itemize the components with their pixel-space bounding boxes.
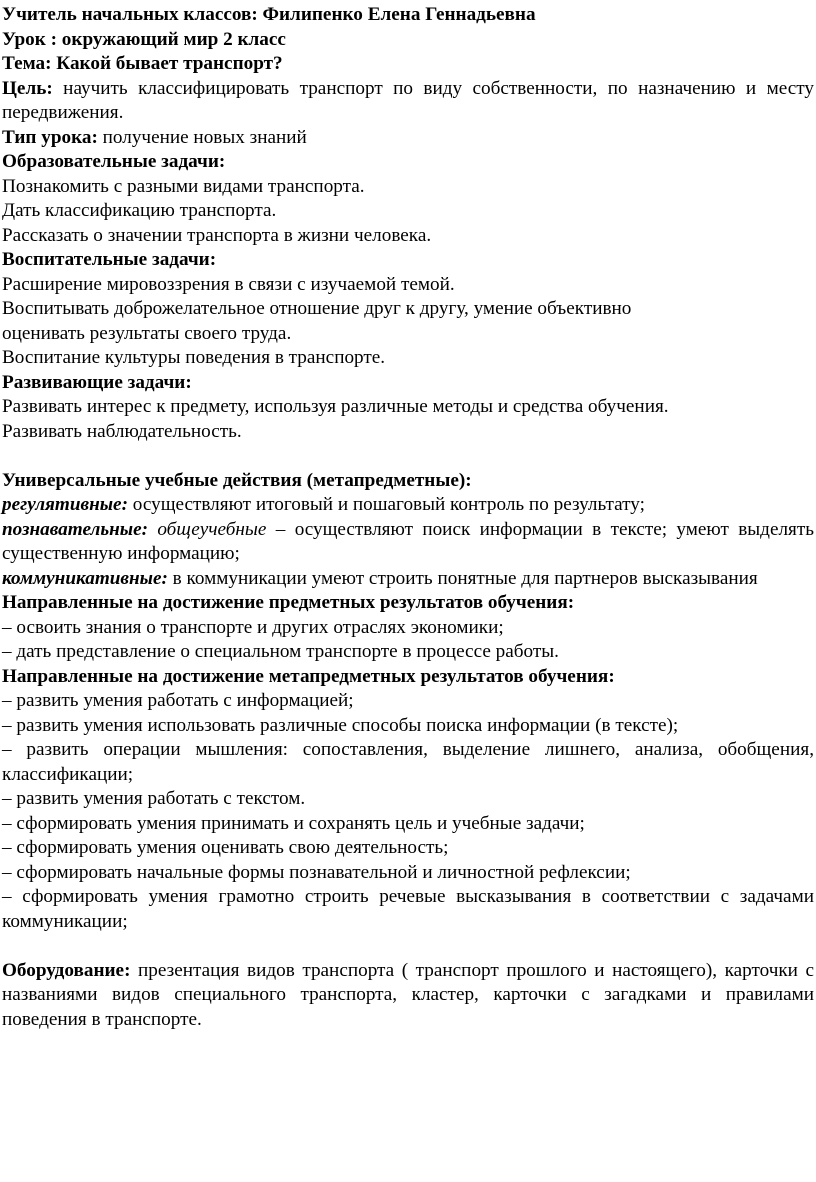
equipment-text: презентация видов транспорта ( транспорт прошлого и настоящего), карточки с названиями видов специального транспорта, кластер, карточки с загадками и правилами поведения в транспорте. xyxy=(2,959,814,1030)
cognitive-label: познавательные: xyxy=(2,518,148,540)
lesson-type-label: Тип урока: xyxy=(2,126,98,148)
topic-line: Тема: Какой бывает транспорт? xyxy=(2,53,283,74)
subject-results-heading: Направленные на достижение предметных результатов обучения: xyxy=(2,592,575,613)
developing-item: Развивать наблюдательность. xyxy=(2,420,242,442)
educational-item: Познакомить с разными видами транспорта. xyxy=(2,175,365,197)
goal-text: научить классифицировать транспорт по виду собственности, по назначению и месту передвижения. xyxy=(2,77,814,123)
upbringing-heading: Воспитательные задачи: xyxy=(2,249,217,270)
meta-results-item: – сформировать умения оценивать свою деятельность; xyxy=(2,837,449,858)
spacer xyxy=(2,934,814,959)
lesson-line: Урок : окружающий мир 2 класс xyxy=(2,28,286,50)
upbringing-item: Воспитание культуры поведения в транспорте. xyxy=(2,347,386,368)
uud-cognitive xyxy=(2,518,814,567)
educational-item: Рассказать о значении транспорта в жизни человека. xyxy=(2,224,432,246)
regulatory-text: осуществляют итоговый и пошаговый контроль по результату; xyxy=(127,494,645,515)
meta-results-item: – развить умения работать с текстом. xyxy=(2,788,306,809)
communicative-text: в коммуникации умеют строить понятные для партнеров высказывания xyxy=(167,567,758,589)
educational-heading: Образовательные задачи: xyxy=(2,151,226,172)
upbringing-item: Расширение мировоззрения в связи с изучаемой темой. xyxy=(2,273,455,295)
equipment-paragraph xyxy=(2,959,814,1033)
uud-communicative xyxy=(2,567,814,592)
communicative-label: коммуникативные: xyxy=(2,567,168,589)
uud-regulatory xyxy=(2,493,814,518)
cognitive-text: – осуществляют поиск информации в тексте; умеют выделять существенную информацию; xyxy=(2,518,814,564)
developing-heading: Развивающие задачи: xyxy=(2,371,192,393)
meta-results-heading: Направленные на достижение метапредметных результатов обучения: xyxy=(2,665,615,687)
regulatory-label: регулятивные: xyxy=(2,494,128,515)
uud-heading: Универсальные учебные действия (метапредметные): xyxy=(2,469,472,491)
document-page xyxy=(2,3,814,1032)
subject-results-item: – дать представление о специальном транспорте в процессе работы. xyxy=(2,641,559,662)
educational-item: Дать классификацию транспорта. xyxy=(2,200,277,221)
meta-results-item: – развить умения использовать различные способы поиска информации (в тексте); xyxy=(2,714,679,736)
goal-label: Цель: xyxy=(2,77,53,99)
upbringing-item: Воспитывать доброжелательное отношение друг к другу, умение объективно xyxy=(2,298,632,319)
meta-results-item: – сформировать умения грамотно строить речевые высказывания в соответствии с задачами коммуникации; xyxy=(2,886,814,932)
meta-results-item: – сформировать начальные формы познавательной и личностной рефлексии; xyxy=(2,861,631,883)
meta-results-item: – сформировать умения принимать и сохранять цель и учебные задачи; xyxy=(2,812,585,834)
spacer xyxy=(2,444,814,469)
subject-results-item: – освоить знания о транспорте и других отраслях экономики; xyxy=(2,616,504,638)
meta-results-item: – развить умения работать с информацией; xyxy=(2,690,354,711)
lesson-type-line xyxy=(2,126,814,151)
equipment-label: Оборудование: xyxy=(2,959,131,981)
upbringing-item: оценивать результаты своего труда. xyxy=(2,322,292,344)
goal-paragraph xyxy=(2,77,814,126)
teacher-line: Учитель начальных классов: Филипенко Елена Геннадьевна xyxy=(2,4,536,25)
developing-item: Развивать интерес к предмету, используя различные методы и средства обучения. xyxy=(2,396,669,417)
lesson-type-text: получение новых знаний xyxy=(97,126,307,148)
meta-results-item: – развить операции мышления: сопоставления, выделение лишнего, анализа, обобщения, классификации; xyxy=(2,739,814,785)
cognitive-sublabel: общеучебные xyxy=(147,518,267,540)
